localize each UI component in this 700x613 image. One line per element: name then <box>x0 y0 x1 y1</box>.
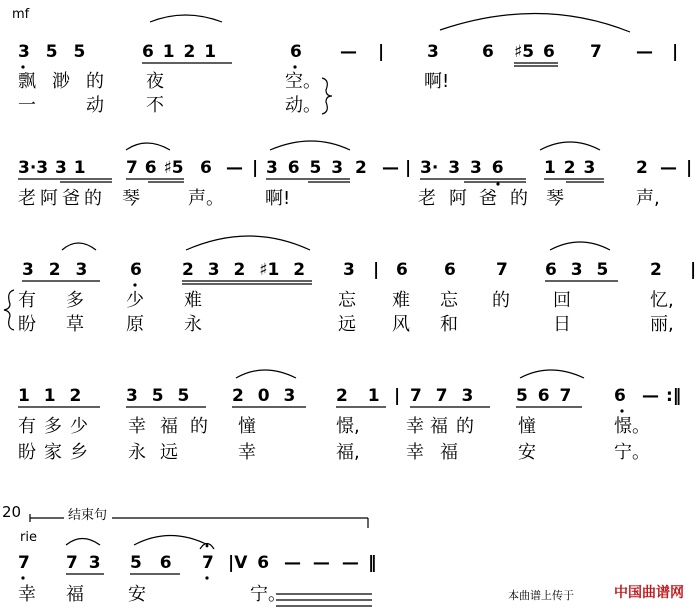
lyric: 远 <box>160 442 178 463</box>
lyric: 一 <box>18 95 36 116</box>
lyric: 的 <box>510 188 528 209</box>
low-dot <box>21 65 24 68</box>
barline: | <box>378 42 385 62</box>
final-barline: ‖ <box>368 553 377 573</box>
lyric: 琴 <box>122 188 140 209</box>
dash: — <box>660 158 677 178</box>
slur <box>270 141 350 150</box>
lyric: 幸 <box>238 442 256 463</box>
lyric: 多 <box>66 290 84 311</box>
lyric: 空。 <box>285 71 321 92</box>
note-group: 6 3 5 <box>545 260 609 280</box>
lyric: 渺 <box>52 71 70 92</box>
note-group: |V 6 <box>228 553 270 573</box>
lyric: 难 <box>184 290 202 311</box>
measure-number: 20 <box>2 503 22 521</box>
note-group: 2 0 3 <box>232 386 296 406</box>
slur <box>236 370 296 378</box>
low-dot <box>620 409 623 412</box>
barline: | <box>373 260 380 280</box>
dash: — <box>340 42 357 62</box>
note-group: 6 <box>444 260 456 280</box>
lyric: 和 <box>440 314 458 335</box>
lyric: 丽, <box>650 314 674 335</box>
lyric: 安 <box>518 442 536 463</box>
lyric: 幸 <box>128 416 146 437</box>
slur <box>150 15 222 22</box>
note-group: 6 <box>482 42 494 62</box>
lyric: 动 <box>86 95 104 116</box>
note-group: 1 1 2 <box>18 386 82 406</box>
lyric: 老 <box>418 188 436 209</box>
note-group: 5 6 7 <box>516 386 572 406</box>
note-group: 2 1 <box>336 386 380 406</box>
lyric: 回 <box>553 290 571 311</box>
slur <box>550 242 610 250</box>
lyric: 少 <box>126 290 144 311</box>
repeat-end: :‖ <box>666 386 682 406</box>
lyric: 宁。 <box>614 442 650 463</box>
note-group: 3· 3 3 6 <box>420 158 504 178</box>
lyric: 声。 <box>188 188 224 209</box>
note-group: 5 6 <box>130 553 172 573</box>
lyric: 盼 <box>18 314 36 335</box>
lyric: 憬, <box>336 416 360 437</box>
lyric: 永 <box>128 442 146 463</box>
note-group: 7 7 3 <box>410 386 474 406</box>
low-dot <box>21 576 24 579</box>
lyric: 远 <box>338 314 356 335</box>
lyric: 少 <box>70 416 88 437</box>
barline: | <box>252 158 259 178</box>
lyric: 的 <box>86 71 104 92</box>
note-group: 1 2 3 <box>544 158 596 178</box>
lyric: 忘 <box>338 290 356 311</box>
lyric: 忘 <box>440 290 458 311</box>
lyric: 阿 <box>40 188 58 209</box>
lyric: 夜 <box>146 71 164 92</box>
lyric: 有 <box>18 416 36 437</box>
note-group: 6 <box>290 42 302 62</box>
note-group: 3·3 3 1 <box>18 158 86 178</box>
lyric: 琴 <box>546 188 564 209</box>
low-dot <box>205 576 208 579</box>
dash: — <box>636 42 653 62</box>
lyric: 爸 <box>479 188 497 209</box>
lyric: 的 <box>84 188 102 209</box>
note-group: 7 <box>590 42 602 62</box>
note-group: 2 <box>636 158 648 178</box>
low-dot <box>496 182 499 185</box>
note-group: 7 3 <box>66 553 101 573</box>
lyric: 阿 <box>449 188 467 209</box>
lyric: 啊! <box>265 188 291 209</box>
lyric: 飘 <box>18 71 36 92</box>
lyric: 憬。 <box>614 416 650 437</box>
barline: | <box>690 260 697 280</box>
slur <box>540 142 600 150</box>
lyric: 忆, <box>650 290 674 311</box>
note-group: 3 <box>343 260 355 280</box>
slur <box>126 143 170 150</box>
lyric: 不 <box>146 95 164 116</box>
note-group: 6 <box>396 260 408 280</box>
barline: | <box>686 158 693 178</box>
lyric: 啊! <box>424 71 450 92</box>
dash: — <box>226 158 243 178</box>
site-logo-text: 中国曲谱网 <box>614 585 684 601</box>
dash: — — — <box>284 553 359 573</box>
note-group: 6 1 2 1 <box>142 42 217 62</box>
low-dot <box>293 65 296 68</box>
lyric: 幸 <box>18 584 36 605</box>
lyric: 福, <box>336 442 360 463</box>
lyric: 憧 <box>518 416 536 437</box>
brace <box>4 290 14 330</box>
lyric: 福 <box>430 416 448 437</box>
note-group: 3 <box>427 42 439 62</box>
lyric: 动。 <box>285 95 321 116</box>
lyric: 爸 <box>62 188 80 209</box>
lyric: 原 <box>126 314 144 335</box>
lyric: 的 <box>492 290 510 311</box>
lyric: 风 <box>392 314 410 335</box>
lyric: 难 <box>392 290 410 311</box>
lyric: 的 <box>190 416 208 437</box>
lyric: 福 <box>440 442 458 463</box>
lyric: 安 <box>128 584 146 605</box>
lyric: 日 <box>553 314 571 335</box>
note-group: 2 3 2 ♯1 2 <box>182 260 306 280</box>
lyric: 盼 <box>18 442 36 463</box>
lyric: 老 <box>18 188 36 209</box>
lyric: 幸 <box>406 442 424 463</box>
lyric: 福 <box>160 416 178 437</box>
note-group: 2 <box>355 158 367 178</box>
note-group: 3 5 5 <box>126 386 190 406</box>
note-group: 6 <box>614 386 626 406</box>
slur <box>66 539 100 546</box>
lyric: 有 <box>18 290 36 311</box>
lyric: 的 <box>456 416 474 437</box>
barline: | <box>405 158 412 178</box>
note-group: 6 <box>130 260 142 280</box>
lyric: 草 <box>66 314 84 335</box>
coda-label: 结束句 <box>68 508 108 523</box>
note-group: 3 6 5 3 <box>266 158 344 178</box>
lyric: 家 <box>44 442 62 463</box>
note-group: 7 <box>202 553 214 573</box>
lyric: 多 <box>44 416 62 437</box>
note-group: 3 2 3 <box>22 260 88 280</box>
lyric: 乡 <box>70 442 88 463</box>
lyric: 宁。 <box>250 584 286 605</box>
dash: — <box>382 158 399 178</box>
note-group: 7 <box>496 260 508 280</box>
lyric: 幸 <box>406 416 424 437</box>
slur <box>134 536 208 546</box>
lyric: 福 <box>66 584 84 605</box>
slur <box>440 13 630 32</box>
dash: — <box>642 386 659 406</box>
rie-syllable: rie <box>20 530 37 545</box>
slur <box>62 243 96 250</box>
barline: | <box>394 386 401 406</box>
lyric: 永 <box>184 314 202 335</box>
slur <box>520 370 584 378</box>
barline: | <box>672 42 679 62</box>
lyric: 声, <box>636 188 660 209</box>
slur <box>186 236 310 250</box>
note-group: 7 6 ♯5 <box>126 158 184 178</box>
dynamics-mark: mf <box>12 7 30 22</box>
fermata-dot <box>206 545 209 548</box>
note-group: 7 <box>18 553 30 573</box>
brace <box>322 78 332 114</box>
upload-text: 本曲谱上传于 <box>508 589 574 602</box>
note-group: 6 <box>200 158 212 178</box>
note-group: 2 <box>650 260 662 280</box>
lyric: 憧 <box>238 416 256 437</box>
note-group: ♯5 6 <box>514 42 555 62</box>
low-dot <box>133 283 136 286</box>
note-group: 3 5 5 <box>18 42 86 62</box>
